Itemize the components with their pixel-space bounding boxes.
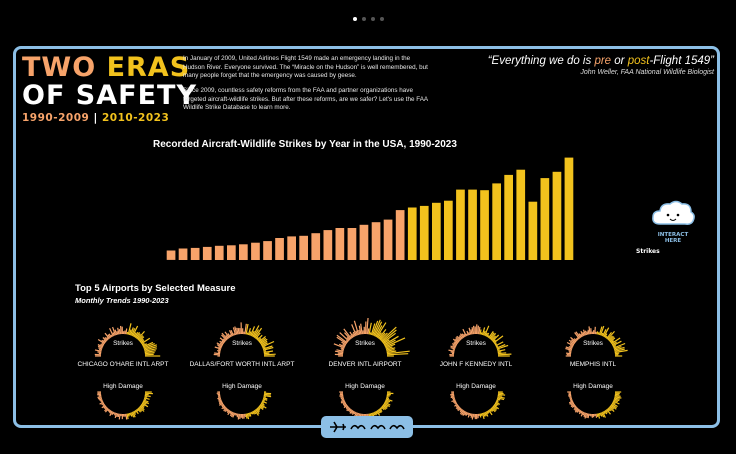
- radial-spike: [498, 396, 503, 397]
- airport-name: DENVER INTL AIRPORT: [328, 361, 402, 368]
- radial-spike: [237, 414, 238, 418]
- page-dot[interactable]: [371, 17, 375, 21]
- quote-text: [488, 55, 714, 67]
- radial-spike: [368, 329, 369, 335]
- bar-1992[interactable]: [191, 248, 200, 260]
- radial-spike: [471, 414, 472, 418]
- bar-2001[interactable]: [299, 236, 308, 260]
- radial-spike: [117, 331, 118, 334]
- radial-spike: [128, 413, 129, 416]
- airport-chart[interactable]: [543, 318, 643, 390]
- radial-spike: [451, 396, 455, 397]
- radial-spike: [341, 398, 344, 399]
- radial-spike: [387, 394, 391, 395]
- radial-spike: [118, 414, 119, 417]
- bottom-toolbar[interactable]: [321, 416, 413, 438]
- bar-1993[interactable]: [203, 247, 212, 260]
- bar-2007[interactable]: [372, 222, 381, 260]
- bar-2003[interactable]: [324, 230, 333, 260]
- bar-2020[interactable]: [529, 202, 538, 260]
- intro-paragraph-2: Since 2009, countless safety reforms from the FAA and partner organizations have targeted aircraft-wildlife strikes. But after these reforms, are we safer? Let's use the FAA Wildlife Strike Database to learn more.: [183, 87, 428, 112]
- radial-spike: [144, 399, 146, 400]
- quote-block: [488, 55, 714, 76]
- bar-2014[interactable]: [456, 190, 465, 260]
- interact-line-1: INTERACT: [657, 232, 689, 238]
- intro-text: [183, 55, 433, 119]
- radial-spike: [595, 327, 596, 334]
- quote-pre: pre: [594, 55, 612, 67]
- strikes-label: Strikes: [113, 340, 133, 347]
- interact-line-2: HERE: [664, 238, 682, 245]
- cloud-icon: [650, 198, 696, 228]
- high-damage-label: High Damage: [103, 383, 143, 390]
- high-damage-radial: [73, 390, 173, 430]
- radial-spike: [236, 413, 237, 415]
- bar-2023[interactable]: [565, 158, 574, 260]
- radial-spike: [474, 326, 475, 334]
- bar-1994[interactable]: [215, 246, 224, 260]
- radial-spike: [480, 414, 481, 418]
- radial-spike: [339, 396, 343, 397]
- bar-2008[interactable]: [384, 220, 393, 260]
- radial-spike: [568, 396, 571, 397]
- airport-chart[interactable]: [189, 318, 295, 390]
- radial-spike: [235, 413, 236, 415]
- airport-name: JOHN F KENNEDY INTL: [439, 361, 513, 368]
- radial-spike: [566, 353, 571, 354]
- bird-icon[interactable]: [350, 422, 366, 432]
- radial-spike: [498, 352, 502, 353]
- radial-spike: [597, 414, 598, 417]
- bar-2013[interactable]: [444, 201, 453, 260]
- strikes-radial: [426, 318, 526, 358]
- radial-spike: [596, 414, 597, 418]
- page-indicator[interactable]: [353, 17, 384, 21]
- radial-spike: [498, 353, 506, 354]
- bar-2017[interactable]: [492, 183, 501, 260]
- radial-spike: [145, 397, 148, 398]
- radial-spike: [117, 413, 118, 417]
- radial-spike: [126, 329, 127, 335]
- radial-spike: [569, 351, 572, 352]
- bar-2021[interactable]: [541, 178, 550, 260]
- bird-icon[interactable]: [389, 422, 405, 432]
- radial-spike: [481, 413, 482, 416]
- radial-spike: [599, 413, 600, 416]
- radial-spike: [570, 399, 572, 400]
- radial-spike: [264, 353, 270, 354]
- high-damage-radial: [426, 390, 526, 430]
- bar-2010[interactable]: [408, 208, 417, 261]
- bar-2011[interactable]: [420, 206, 429, 260]
- bar-1998[interactable]: [263, 241, 272, 260]
- radial-spike: [121, 326, 122, 334]
- radial-spike: [615, 353, 619, 354]
- radial-spike: [114, 412, 115, 414]
- radial-spike: [264, 394, 271, 395]
- radial-spike: [119, 414, 120, 420]
- bar-2009[interactable]: [396, 210, 405, 260]
- radial-spike: [451, 352, 455, 353]
- bar-2002[interactable]: [311, 233, 320, 260]
- bar-2022[interactable]: [553, 172, 562, 260]
- bar-2006[interactable]: [360, 225, 369, 260]
- high-damage-radial: [543, 390, 643, 430]
- radial-spike: [472, 414, 473, 420]
- radial-spike: [251, 412, 252, 414]
- radial-spike: [467, 334, 468, 336]
- bar-1999[interactable]: [275, 238, 284, 260]
- radial-spike: [597, 331, 598, 334]
- radial-spike: [119, 329, 120, 334]
- high-damage-radial: [192, 390, 292, 430]
- radial-spike: [451, 397, 455, 398]
- bar-2016[interactable]: [480, 190, 489, 260]
- radial-spike: [97, 352, 101, 353]
- airport-chart[interactable]: [73, 318, 173, 390]
- page-dot[interactable]: [353, 17, 357, 21]
- radial-spike: [450, 394, 454, 395]
- page-dot[interactable]: [380, 17, 384, 21]
- bar-1990[interactable]: [167, 251, 176, 260]
- radial-spike: [452, 398, 455, 399]
- strikes-radial: [315, 318, 415, 358]
- radial-spike: [615, 396, 621, 397]
- radial-spike: [129, 413, 130, 415]
- radial-spike: [453, 350, 455, 351]
- bar-1995[interactable]: [227, 245, 236, 260]
- high-damage-label: High Damage: [573, 383, 613, 390]
- dashboard-title: [22, 54, 197, 124]
- bar-2019[interactable]: [516, 170, 525, 260]
- page-dot[interactable]: [362, 17, 366, 21]
- radial-spike: [341, 350, 344, 351]
- radial-spike: [588, 414, 589, 419]
- plane-icon[interactable]: [329, 421, 347, 433]
- section-subtitle: Monthly Trends 1990-2023: [75, 296, 169, 305]
- bar-2004[interactable]: [336, 228, 345, 260]
- quote-attribution: John Weller, FAA National Wildlife Biologist: [580, 69, 714, 76]
- high-damage-label: High Damage: [345, 383, 385, 390]
- interact-here-button[interactable]: [646, 198, 700, 244]
- radial-spike: [98, 397, 102, 398]
- quote-close: -Flight 1549”: [649, 55, 714, 67]
- title-word-eras: ERAS: [106, 52, 191, 83]
- bar-2000[interactable]: [287, 236, 296, 260]
- high-damage-label: High Damage: [222, 383, 262, 390]
- strikes-bar-chart[interactable]: [165, 155, 575, 260]
- radial-spike: [478, 326, 479, 334]
- radial-spike: [97, 394, 101, 395]
- radial-spike: [470, 413, 471, 416]
- bar-2015[interactable]: [468, 190, 477, 260]
- radial-spike: [387, 396, 390, 397]
- radial-spike: [214, 353, 220, 354]
- radial-spike: [469, 332, 470, 335]
- radial-spike: [238, 414, 239, 420]
- radial-spike: [218, 399, 221, 400]
- radial-spike: [587, 331, 588, 334]
- airport-name: DALLAS/FORT WORTH INTL ARPT: [189, 361, 295, 368]
- bar-2018[interactable]: [504, 175, 513, 260]
- radial-spike: [468, 413, 469, 415]
- era2-label: 2010-2023: [101, 112, 170, 124]
- radial-spike: [370, 332, 371, 334]
- radial-spike: [338, 353, 343, 354]
- era-separator: |: [93, 112, 98, 124]
- strikes-label: Strikes: [466, 340, 486, 347]
- radial-spike: [247, 333, 248, 335]
- airport-chart[interactable]: [315, 318, 415, 390]
- quote-post: post: [627, 55, 650, 67]
- bird-icon[interactable]: [370, 422, 386, 432]
- airport-name: MEMPHIS INTL: [569, 361, 617, 368]
- intro-paragraph-1: In January of 2009, United Airlines Flight 1549 made an emergency landing in the Hudson River. Everyone survived. The “Miracle on the Hudson” is well remembered, but many people forget that the emergency was caused by geese.: [183, 55, 428, 80]
- measure-label: Strikes: [636, 248, 660, 255]
- bar-2005[interactable]: [348, 228, 357, 260]
- radial-spike: [570, 400, 572, 401]
- radial-spike: [340, 397, 343, 398]
- radial-spike: [342, 399, 345, 400]
- radial-spike: [498, 354, 511, 355]
- strikes-radial: [73, 318, 173, 358]
- radial-spike: [453, 399, 455, 400]
- bar-1996[interactable]: [239, 244, 248, 260]
- radial-spike: [615, 394, 620, 395]
- bar-1997[interactable]: [251, 243, 260, 260]
- strikes-label: Strikes: [583, 340, 603, 347]
- radial-spike: [217, 351, 220, 352]
- radial-spike: [598, 332, 599, 334]
- radial-spike: [234, 333, 235, 335]
- bar-2012[interactable]: [432, 203, 441, 260]
- section-title: Top 5 Airports by Selected Measure: [75, 283, 236, 294]
- chart-title: Recorded Aircraft-Wildlife Strikes by Year in the USA, 1990-2023: [153, 139, 457, 150]
- radial-spike: [245, 414, 246, 417]
- airport-name: CHICAGO O'HARE INTL ARPT: [77, 361, 169, 368]
- radial-spike: [218, 397, 221, 398]
- radial-spike: [264, 351, 267, 352]
- radial-spike: [386, 398, 389, 399]
- quote-or: or: [611, 55, 628, 67]
- bar-1991[interactable]: [179, 249, 188, 261]
- radial-spike: [264, 354, 276, 355]
- radial-spike: [498, 394, 505, 395]
- airport-chart[interactable]: [426, 318, 526, 390]
- title-line-2: OF SAFETY: [22, 80, 197, 111]
- strikes-radial: [192, 318, 292, 358]
- radial-spike: [115, 413, 116, 416]
- radial-spike: [497, 400, 499, 401]
- radial-spike: [570, 398, 572, 399]
- radial-spike: [264, 397, 266, 398]
- strikes-label: Strikes: [232, 340, 252, 347]
- radial-spike: [218, 350, 221, 351]
- strikes-label: Strikes: [355, 340, 375, 347]
- quote-open: “Everything we do is: [487, 55, 595, 67]
- title-word-two: TWO: [22, 52, 97, 83]
- strikes-radial: [543, 318, 643, 358]
- era1-label: 1990-2009: [22, 112, 90, 124]
- radial-spike: [126, 414, 127, 420]
- radial-spike: [497, 350, 499, 351]
- radial-spike: [99, 350, 102, 351]
- radial-spike: [481, 332, 482, 334]
- radial-spike: [263, 400, 265, 401]
- radial-spike: [238, 328, 239, 334]
- radial-spike: [588, 330, 589, 335]
- high-damage-label: High Damage: [456, 383, 496, 390]
